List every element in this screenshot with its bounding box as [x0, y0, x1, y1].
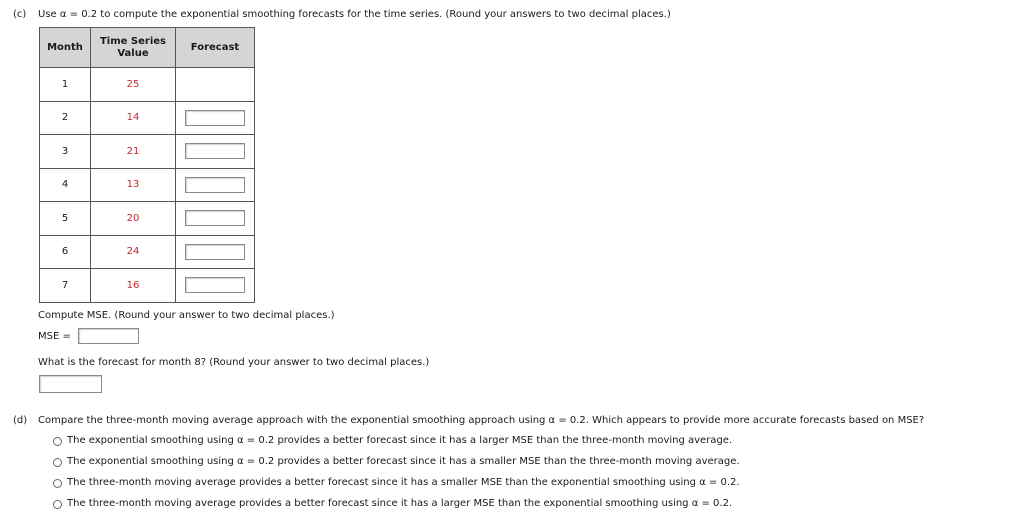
option-4-label[interactable]: The three-month moving average provides a better forecast since it has a larger MSE than the exponential smoothing using α = 0.2.: [67, 498, 733, 509]
table-header-row: [40, 28, 255, 68]
month-cell: 6: [40, 235, 91, 269]
forecast-header: Forecast: [176, 28, 255, 68]
time-series-table: [39, 27, 255, 303]
value-cell: 24: [91, 235, 176, 269]
table-row: [40, 101, 255, 135]
value-header-line2: Value: [117, 47, 149, 59]
forecast-cell-empty: [176, 68, 255, 102]
option-3-radio[interactable]: [53, 479, 62, 488]
forecast-input-month-4[interactable]: [185, 177, 245, 193]
forecast-cell: [176, 269, 255, 303]
forecast-input-month-3[interactable]: [185, 143, 245, 159]
mse-label: MSE =: [38, 331, 71, 342]
forecast-cell: [176, 168, 255, 202]
option-3-label[interactable]: The three-month moving average provides a better forecast since it has a smaller MSE than the exponential smoothing using α = 0.2.: [67, 477, 740, 488]
value-cell: 16: [91, 269, 176, 303]
table-row: [40, 202, 255, 236]
month-cell: 7: [40, 269, 91, 303]
table-row: [40, 68, 255, 102]
month8-forecast-input[interactable]: [39, 375, 102, 393]
part-c-instruction: Use α = 0.2 to compute the exponential smoothing forecasts for the time series. (Round your answers to two decimal places.): [38, 9, 671, 20]
forecast-input-month-6[interactable]: [185, 244, 245, 260]
table-row: [40, 168, 255, 202]
month-cell: 2: [40, 101, 91, 135]
forecast-input-month-5[interactable]: [185, 210, 245, 226]
forecast-cell: [176, 101, 255, 135]
part-d-label: (d): [13, 415, 28, 426]
month8-prompt: What is the forecast for month 8? (Round your answer to two decimal places.): [38, 357, 430, 368]
value-header-line1: Time Series: [99, 35, 166, 47]
mse-prompt: Compute MSE. (Round your answer to two decimal places.): [38, 310, 335, 321]
forecast-cell: [176, 135, 255, 169]
table-row: [40, 235, 255, 269]
value-cell: 20: [91, 202, 176, 236]
month-header: Month: [40, 28, 91, 68]
value-cell: 14: [91, 101, 176, 135]
mse-input[interactable]: [78, 328, 139, 344]
option-2-radio[interactable]: [53, 458, 62, 467]
part-c-label: (c): [13, 9, 27, 20]
forecast-cell: [176, 202, 255, 236]
option-1-radio[interactable]: [53, 437, 62, 446]
value-cell: 21: [91, 135, 176, 169]
month-cell: 1: [40, 68, 91, 102]
month-cell: 4: [40, 168, 91, 202]
option-4-radio[interactable]: [53, 500, 62, 509]
month-cell: 5: [40, 202, 91, 236]
value-cell: 13: [91, 168, 176, 202]
month-cell: 3: [40, 135, 91, 169]
value-cell: 25: [91, 68, 176, 102]
forecast-cell: [176, 235, 255, 269]
time-series-value-header: [91, 28, 176, 68]
table-row: [40, 269, 255, 303]
part-d-question: Compare the three-month moving average approach with the exponential smoothing approach using α = 0.2. Which appears to provide more accurate forecasts based on MSE?: [38, 415, 925, 426]
option-1-label[interactable]: The exponential smoothing using α = 0.2 provides a better forecast since it has a larger MSE than the three-month moving average.: [67, 435, 733, 446]
forecast-input-month-2[interactable]: [185, 110, 245, 126]
table-row: [40, 135, 255, 169]
option-2-label[interactable]: The exponential smoothing using α = 0.2 provides a better forecast since it has a smaller MSE than the three-month moving average.: [67, 456, 740, 467]
forecast-input-month-7[interactable]: [185, 277, 245, 293]
